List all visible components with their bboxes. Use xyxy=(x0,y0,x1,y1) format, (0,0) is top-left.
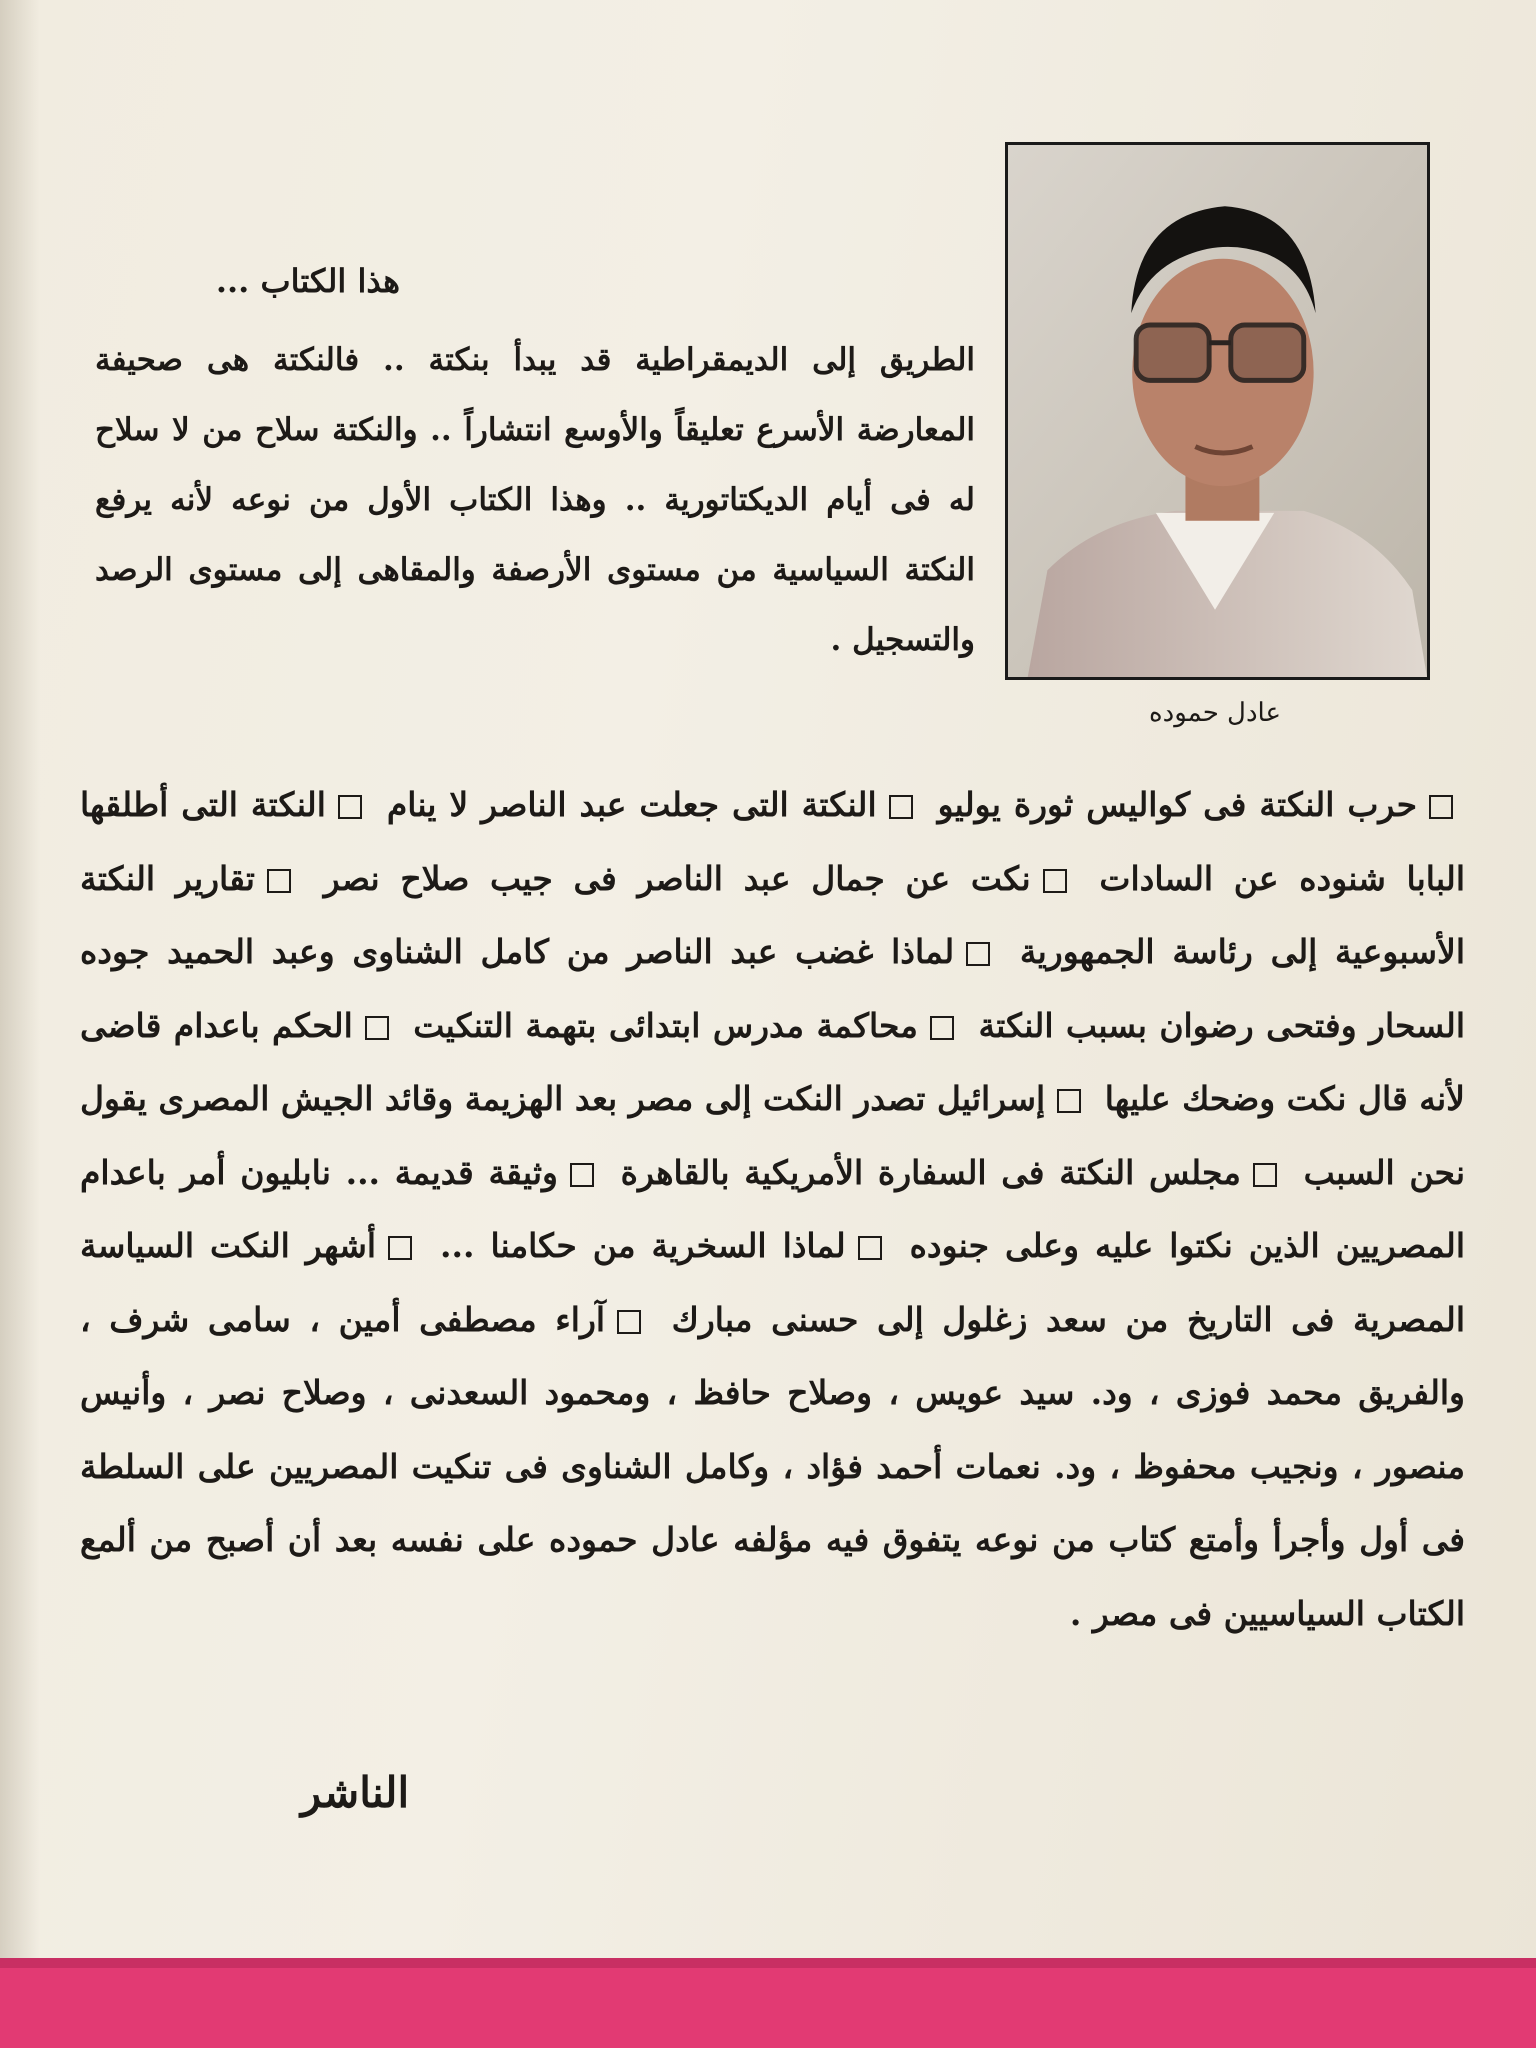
topic-item: لماذا غضب عبد الناصر من كامل الشناوى وعبد الحميد جوده السحار وفتحى رضوان بسبب النكتة xyxy=(80,932,1466,1045)
author-portrait-graphic xyxy=(1008,145,1427,677)
topic-item: النكتة التى أطلقها البابا شنوده عن السادات xyxy=(80,785,1466,898)
page-edge-shadow xyxy=(0,0,40,1960)
checkbox-bullet-icon xyxy=(338,795,362,819)
topic-item: نكت عن جمال عبد الناصر فى جيب صلاح نصر xyxy=(323,858,1031,898)
intro-heading: هذا الكتاب ... xyxy=(215,262,400,300)
checkbox-bullet-icon xyxy=(1043,869,1067,893)
checkbox-bullet-icon xyxy=(617,1310,641,1334)
topic-item: حرب النكتة فى كواليس ثورة يوليو xyxy=(937,785,1417,824)
topic-item: تقارير النكتة الأسبوعية إلى رئاسة الجمهورية xyxy=(80,858,1466,971)
topic-item: النكتة التى جعلت عبد الناصر لا ينام xyxy=(386,785,877,824)
topic-item: الحكم باعدام قاضى لأنه قال نكت وضحك عليها xyxy=(80,1005,1465,1118)
topic-item: لماذا السخرية من حكامنا ... xyxy=(440,1226,846,1265)
topics-paragraph xyxy=(80,768,1465,1650)
author-photo-caption: عادل حموده xyxy=(1149,698,1281,728)
checkbox-bullet-icon xyxy=(1429,795,1453,819)
checkbox-bullet-icon xyxy=(1253,1163,1277,1187)
checkbox-bullet-icon xyxy=(966,942,990,966)
checkbox-bullet-icon xyxy=(889,795,913,819)
topic-item: آراء مصطفى أمين ، سامى شرف ، والفريق محمد فوزى ، ود. سيد عويس ، وصلاح حافظ ، ومحمود السعدنى ، وصلاح نصر ، وأنيس منصور ، ونجيب محفوظ ، ود. نعمات أحمد فؤاد ، وكامل الشناوى فى تنكيت المصريين على السلطة فى أول وأجرأ وأمتع كتاب من نوعه يتفوق فيه مؤلفه عادل حموده على نفسه بعد أن أصبح من ألمع الكتاب السياسيين فى مصر . xyxy=(80,1299,1465,1633)
publisher-signature: الناشر xyxy=(300,1768,410,1817)
cover-color-band xyxy=(0,1958,1536,2048)
checkbox-bullet-icon xyxy=(388,1236,412,1260)
topic-item: إسرائيل تصدر النكت إلى مصر بعد الهزيمة وقائد الجيش المصرى يقول نحن السبب xyxy=(80,1079,1465,1192)
topic-item: أشهر النكت السياسة المصرية فى التاريخ من سعد زغلول إلى حسنى مبارك xyxy=(80,1226,1465,1339)
topic-item: مجلس النكتة فى السفارة الأمريكية بالقاهرة xyxy=(620,1152,1241,1192)
author-photo xyxy=(1005,142,1430,680)
intro-paragraph: الطريق إلى الديمقراطية قد يبدأ بنكتة .. فالنكتة هى صحيفة المعارضة الأسرع تعليقاً والأوسع انتشاراً .. والنكتة سلاح من لا سلاح له فى أيام الديكتاتورية .. وهذا الكتاب الأول من نوعه لأنه يرفع النكتة السياسية من مستوى الأرصفة والمقاهى إلى مستوى الرصد والتسجيل . xyxy=(95,342,975,658)
checkbox-bullet-icon xyxy=(365,1016,389,1040)
checkbox-bullet-icon xyxy=(930,1016,954,1040)
checkbox-bullet-icon xyxy=(570,1163,594,1187)
topic-item: محاكمة مدرس ابتدائى بتهمة التنكيت xyxy=(413,1005,918,1045)
checkbox-bullet-icon xyxy=(858,1236,882,1260)
checkbox-bullet-icon xyxy=(267,869,291,893)
checkbox-bullet-icon xyxy=(1057,1089,1081,1113)
topic-item: وثيقة قديمة ... نابليون أمر باعدام المصريين الذين نكتوا عليه وعلى جنوده xyxy=(80,1152,1466,1265)
